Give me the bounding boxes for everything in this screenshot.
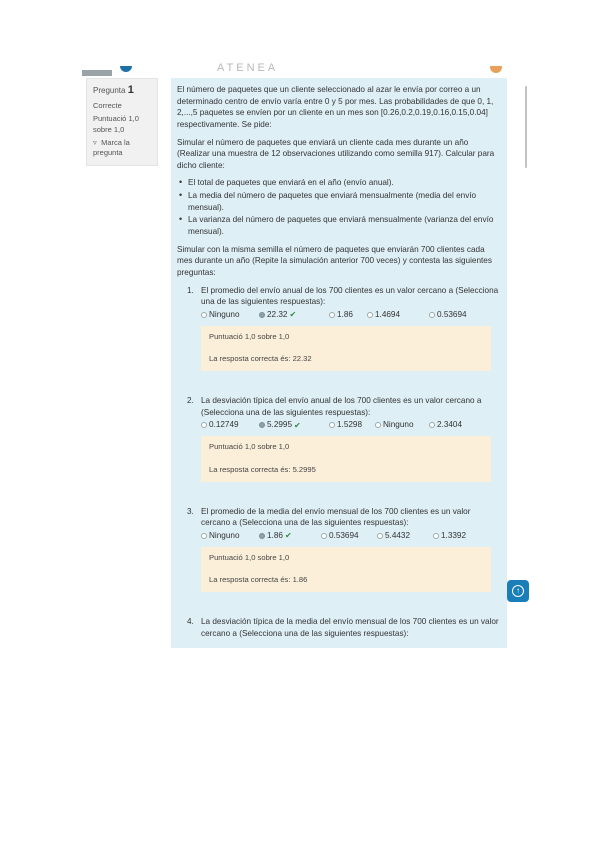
- question-text: La desviación típica de la media del envío mensual de los 700 clientes es un valor cercano a (Selecciona una de las siguientes respuestas):: [201, 617, 499, 638]
- option[interactable]: [201, 419, 259, 431]
- option-selected[interactable]: [259, 419, 329, 431]
- arrow-up-circle-icon: ↑: [512, 585, 524, 597]
- option-label: Ninguno: [383, 420, 414, 430]
- radio-button[interactable]: [429, 422, 435, 428]
- question-num: 4.: [187, 617, 194, 627]
- score-line-1: Puntuació 1,0: [93, 113, 139, 123]
- flag-question-link[interactable]: [93, 138, 151, 160]
- option-label: 1.86: [267, 530, 283, 540]
- option[interactable]: [321, 530, 377, 542]
- score-line-2: sobre 1,0: [93, 124, 125, 134]
- option-label: 22.32: [267, 309, 288, 319]
- option-label: 1.86: [337, 309, 353, 319]
- radio-button[interactable]: [429, 312, 435, 318]
- top-bar: [82, 58, 530, 76]
- option-label: 5.4432: [385, 530, 411, 540]
- flag-icon: ▿: [93, 137, 97, 147]
- option-selected[interactable]: [259, 530, 321, 542]
- question-number-value: 1: [127, 84, 134, 96]
- answer-options: [201, 419, 501, 431]
- feedback-box: [201, 326, 491, 372]
- question-text: El promedio de la media del envío mensual de los 700 clientes es un valor cercano a (Selecciona una de las siguientes respuestas):: [201, 506, 471, 528]
- option-label: Ninguno: [209, 309, 240, 319]
- question-num: 3.: [187, 506, 194, 516]
- radio-button[interactable]: [433, 533, 439, 539]
- question-text: El promedio del envío anual de los 700 clientes es un valor cercano a (Selecciona una de las siguientes respuestas):: [201, 285, 499, 307]
- option-label: 5.2995: [267, 420, 293, 430]
- avatar[interactable]: [490, 66, 502, 73]
- option-selected[interactable]: [259, 309, 329, 321]
- option[interactable]: [375, 419, 429, 431]
- question-number: [93, 83, 151, 99]
- option[interactable]: [329, 309, 367, 321]
- feedback-score: Puntuació 1,0 sobre 1,0: [209, 442, 290, 452]
- feedback-box: [201, 547, 491, 593]
- sub-question-1: [177, 285, 501, 371]
- radio-button[interactable]: [377, 533, 383, 539]
- question-status: Correcte: [93, 100, 122, 110]
- correct-answer: La resposta correcta és: 1.86: [209, 575, 308, 585]
- option-label: Ninguno: [209, 530, 240, 540]
- answer-options: [201, 530, 501, 542]
- nav-block[interactable]: [82, 70, 112, 76]
- intro-paragraph-2: Simular el número de paquetes que enviará un cliente cada mes durante un año (Realizar una muestra de 12 observaciones utilizando como semilla 917). Calcular para dicho cliente:: [177, 137, 495, 170]
- check-icon: ✔: [289, 310, 297, 320]
- option[interactable]: [329, 419, 375, 431]
- scroll-to-top-button[interactable]: [507, 580, 529, 602]
- option-label: 0.12749: [209, 420, 239, 430]
- feedback-score: Puntuació 1,0 sobre 1,0: [209, 331, 290, 341]
- option[interactable]: [201, 530, 259, 542]
- option[interactable]: [367, 309, 429, 321]
- radio-button-selected[interactable]: [259, 533, 265, 539]
- question-label: Pregunta: [93, 86, 126, 95]
- radio-button[interactable]: [367, 312, 373, 318]
- option-label: 1.5298: [337, 420, 363, 430]
- radio-button[interactable]: [329, 312, 335, 318]
- sub-question-4: [177, 616, 501, 639]
- correct-answer: La resposta correcta és: 22.32: [209, 354, 312, 364]
- option[interactable]: [201, 309, 259, 321]
- option[interactable]: [429, 419, 462, 431]
- radio-button[interactable]: [329, 422, 335, 428]
- question-content: [171, 78, 507, 648]
- question-score: [93, 114, 151, 136]
- option[interactable]: [377, 530, 433, 542]
- question-num: 1.: [187, 285, 194, 295]
- radio-button[interactable]: [375, 422, 381, 428]
- sub-question-list: [177, 285, 501, 640]
- user-menu-icon[interactable]: [120, 66, 132, 72]
- bullet-list: [177, 177, 501, 237]
- feedback-score: Puntuació 1,0 sobre 1,0: [209, 552, 290, 562]
- option-label: 2.3404: [437, 420, 463, 430]
- flag-line-2: pregunta: [93, 148, 123, 158]
- flag-line-1: Marca la: [101, 137, 130, 147]
- bullet-item: • La media del número de paquetes que enviará mensualmente (media del envío mensual).: [177, 190, 501, 213]
- option-label: 0.53694: [437, 309, 467, 319]
- radio-button-selected[interactable]: [259, 312, 265, 318]
- check-icon: ✔: [284, 531, 292, 540]
- radio-button[interactable]: [201, 422, 207, 428]
- question-num: 2.: [187, 396, 194, 406]
- site-logo: ATENEA: [217, 62, 279, 74]
- option-label: 1.3392: [441, 530, 467, 540]
- feedback-box: [201, 436, 491, 482]
- sub-question-2: [177, 395, 501, 481]
- scrollbar[interactable]: [525, 86, 527, 168]
- radio-button-selected[interactable]: [259, 422, 265, 428]
- quiz-screen: [82, 58, 530, 648]
- intro-paragraph-1: El número de paquetes que un cliente seleccionado al azar le envía por correo a un determinado centro de envío varía entre 0 y 5 por mes. Las probabilidades de que 0, 1, 2,...,5 paquetes se envíen por un cliente en un mes son [0.26,0.2,0.19,0.16,0.15,0.04] respectivamente. Se pide:: [177, 85, 494, 129]
- check-icon: ✔: [294, 420, 301, 430]
- question-text: La desviación típica del envío anual de los 700 clientes es un valor cercano a (Selecciona una de las siguientes respuestas):: [201, 396, 482, 417]
- sub-question-3: [177, 506, 501, 592]
- bullet-item: • El total de paquetes que enviará en el año (envío anual).: [177, 177, 501, 189]
- correct-answer: La resposta correcta és: 5.2995: [209, 464, 316, 474]
- radio-button[interactable]: [201, 312, 207, 318]
- question-info-panel: [86, 78, 158, 166]
- intro-paragraph-3: Simular con la misma semilla el número de paquetes que enviarán 700 clientes cada mes durante un año (Repite la simulación anterior 700 veces) y contesta las siguientes preguntas:: [177, 244, 492, 277]
- option-label: 1.4694: [375, 309, 401, 319]
- option-label: 0.53694: [329, 530, 359, 540]
- answer-options: [201, 309, 501, 321]
- bullet-item: • La varianza del número de paquetes que enviará mensualmente (varianza del envío mensual).: [177, 214, 501, 237]
- radio-button[interactable]: [321, 533, 327, 539]
- radio-button[interactable]: [201, 533, 207, 539]
- option[interactable]: [433, 530, 466, 542]
- option[interactable]: [429, 309, 467, 321]
